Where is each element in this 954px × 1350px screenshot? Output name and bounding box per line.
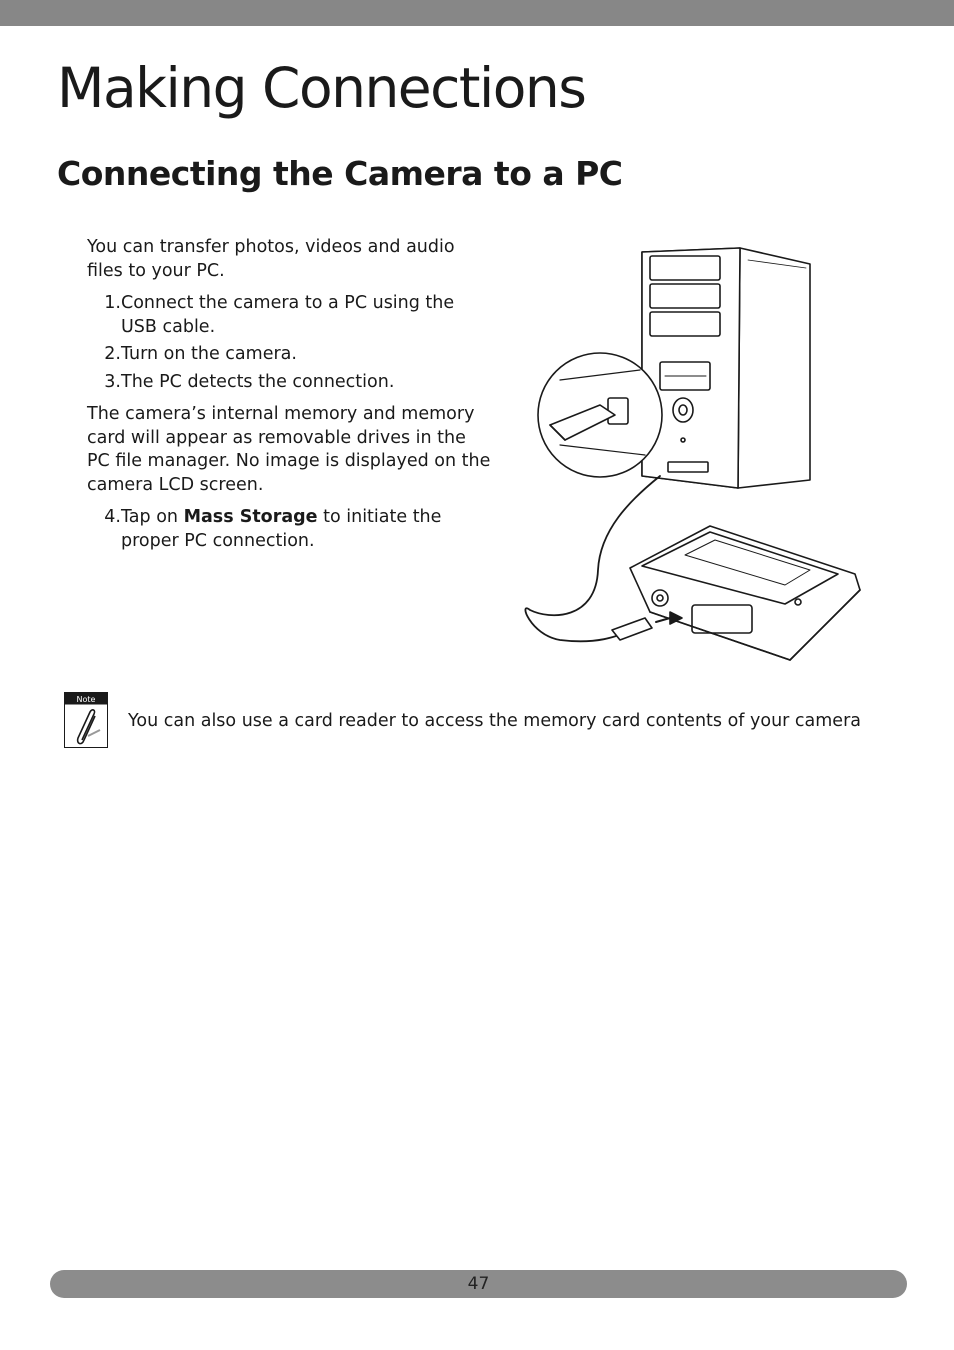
usb-port-zoom: [538, 353, 662, 477]
list-item: [87, 371, 492, 395]
note-text: You can also use a card reader to access the memory card contents of your camera: [128, 711, 861, 731]
step-text: The PC detects the connection.: [121, 371, 395, 392]
body-text: [87, 236, 492, 562]
list-item: [87, 292, 492, 339]
step-text: Turn on the camera.: [121, 344, 297, 364]
step-number: 2 .: [87, 343, 121, 367]
mass-storage-label: Mass Storage: [183, 507, 318, 527]
footer-bar: [50, 1270, 907, 1298]
list-item: [87, 506, 492, 553]
list-item: [87, 343, 492, 367]
note-badge-label: Note: [76, 695, 96, 704]
mini-usb-plug: [612, 612, 682, 640]
top-bar: [0, 0, 954, 26]
step-number: 1 .: [87, 292, 121, 339]
step-suffix: to initiate the proper PC connection.: [121, 507, 442, 551]
step-number: 4 .: [87, 506, 121, 553]
camera: [630, 526, 860, 660]
step-text: [121, 506, 492, 553]
step-prefix: Tap on: [121, 507, 184, 527]
note-icon: [64, 692, 108, 748]
page-number: 47: [467, 1274, 490, 1294]
middle-paragraph: The camera’s internal memory and memory card will appear as removable drives in the PC file manager. No image is displayed on the camera LCD screen.: [87, 404, 491, 495]
step-text: Connect the camera to a PC using the USB cable.: [121, 293, 455, 337]
steps-list-continued: [87, 506, 492, 553]
intro-paragraph: You can transfer photos, videos and audio files to your PC.: [87, 237, 455, 281]
step-number: 3 .: [87, 371, 121, 395]
pc-tower: [642, 248, 810, 488]
pc-camera-connection-illustration: [520, 240, 880, 670]
usb-cable: [525, 476, 660, 641]
steps-list: [87, 292, 492, 394]
page-title: Connecting the Camera to a PC: [57, 154, 623, 193]
section-title: Making Connections: [57, 56, 586, 120]
